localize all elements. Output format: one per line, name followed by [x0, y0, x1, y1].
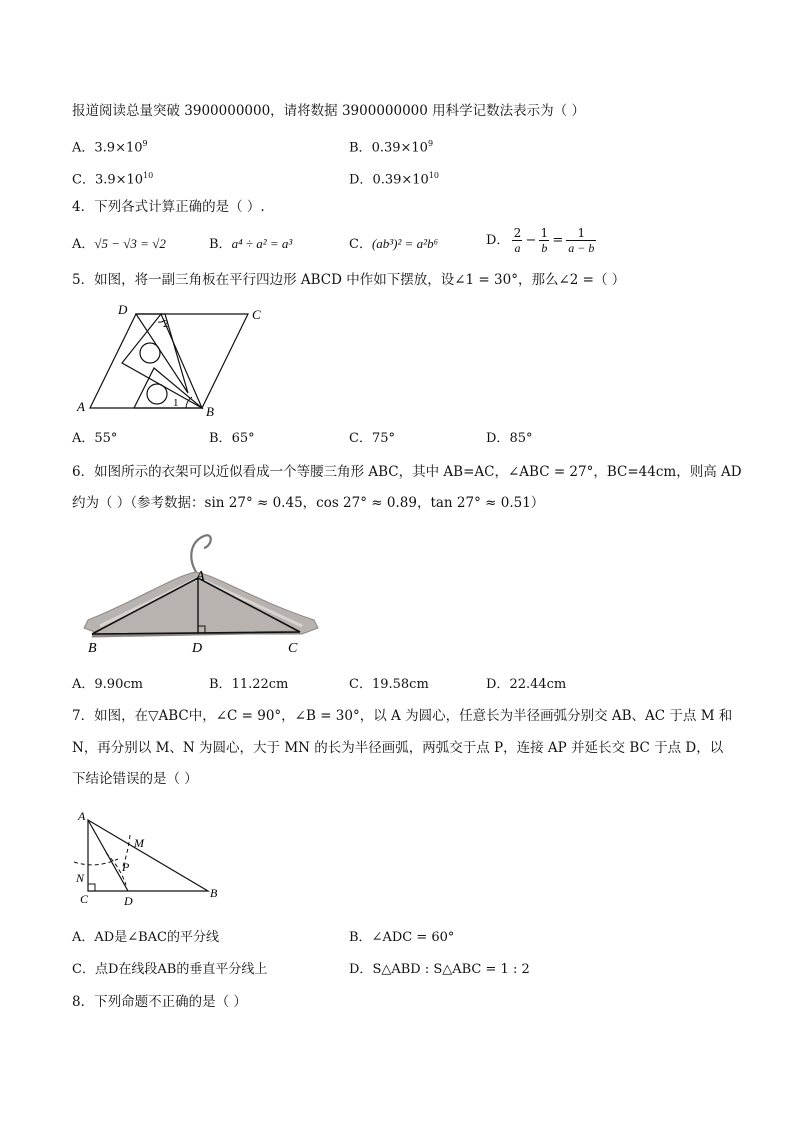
q3-option-b[interactable]: B．$0.39\times 10^9$: [349, 139, 434, 156]
label-b: B: [210, 886, 218, 900]
q7-option-a[interactable]: A．AD是∠BAC的平分线: [72, 930, 219, 945]
q7-stem-line3: 下结论错误的是（ ）: [72, 771, 198, 787]
q7-stem-line1: 7．如图，在▽ABC中，∠C = 90°，∠B = 30°，以 A 为圆心，任意长为半径画弧分别交 AB、AC 于点 M 和: [72, 708, 733, 724]
set-square-hole-bottom: [147, 384, 167, 404]
label-d: D: [192, 641, 203, 656]
hanger-hook: [191, 535, 210, 572]
q5-option-a[interactable]: A．55°: [72, 431, 118, 446]
q7-option-b[interactable]: B．∠ADC = 60°: [349, 930, 455, 945]
q4-stem: 4．下列各式计算正确的是（ ）.: [72, 199, 265, 215]
q3-option-c[interactable]: C．$3.9\times 10^{10}$: [72, 171, 154, 188]
q7-stem-line2: N，再分别以 M、N 为圆心，大于 MN 的长为半径画弧，两弧交于点 P，连接 AP 并延长交 BC 于点 D，以: [72, 740, 724, 756]
q4-option-b[interactable]: B．a⁴ ÷ a² = a³: [209, 236, 293, 252]
q7-triangle-figure: [66, 805, 236, 915]
q7-option-d[interactable]: D．S△ABD : S△ABC = 1 : 2: [349, 962, 530, 977]
label-angle-2: 2: [163, 318, 169, 330]
label-angle-1: 1: [173, 397, 179, 409]
label-d: D: [124, 894, 133, 908]
q8-stem: 8．下列命题不正确的是（ ）: [72, 994, 247, 1010]
fraction-1-over-a-minus-b: $\frac{1}{a - b}$: [568, 226, 595, 255]
q5-parallelogram-figure: [70, 300, 280, 422]
q5-option-c[interactable]: C．75°: [349, 431, 395, 446]
label-m: M: [134, 836, 144, 850]
q7-option-c[interactable]: C．点D在线段AB的垂直平分线上: [72, 962, 268, 977]
fraction-1-over-b: $\frac{1}{b}$: [540, 226, 549, 255]
upper-set-square: [136, 314, 188, 393]
right-angle-mark: [88, 884, 95, 891]
q3-option-d[interactable]: D．$0.39\times 10^{10}$: [349, 171, 440, 188]
fraction-2-over-a: 2 a: [513, 226, 522, 255]
label-c: C: [288, 641, 298, 656]
q5-option-b[interactable]: B．65°: [209, 431, 255, 446]
label-d: D: [118, 302, 128, 317]
q6-stem-line2: 约为（ ）（参考数据：sin 27° ≈ 0.45，cos 27° ≈ 0.89，tan 27° ≈ 0.51）: [72, 495, 545, 511]
q4-option-c[interactable]: C．(ab³)² = a²b⁶: [349, 236, 439, 252]
q6-option-b[interactable]: B．11.22cm: [209, 677, 289, 692]
q4-option-d[interactable]: D． 2 a − $\frac{1}{b}$ = $\frac{1}{a - b}$: [486, 226, 595, 255]
q3-stem: 报道阅读总量突破 3900000000，请将数据 3900000000 用科学记数法表示为（ ）: [72, 103, 585, 119]
q5-option-d[interactable]: D．85°: [486, 431, 533, 446]
q6-hanger-figure: [78, 528, 328, 656]
q6-option-a[interactable]: A．9.90cm: [72, 677, 143, 692]
q5-stem: 5．如图，将一副三角板在平行四边形 ABCD 中作如下摆放，设∠1 = 30°，那么∠2 =（ ）: [72, 272, 626, 288]
set-square-hole-top: [140, 343, 160, 363]
q6-stem-line1: 6．如图所示的衣架可以近似看成一个等腰三角形 ABC，其中 AB=AC，∠ABC = 27°，BC=44cm，则高 AD: [72, 464, 742, 480]
q6-option-d[interactable]: D．22.44cm: [486, 677, 567, 692]
q3-option-a[interactable]: A．$3.9\times 10^9$: [72, 139, 148, 156]
label-n: N: [76, 871, 85, 885]
triangle-abc: [88, 820, 208, 891]
label-a: A: [77, 399, 85, 414]
label-a: A: [196, 569, 205, 584]
middle-set-square: [122, 314, 202, 408]
label-p: P: [122, 860, 130, 874]
q6-option-c[interactable]: C．19.58cm: [349, 677, 429, 692]
label-b: B: [88, 641, 97, 656]
label-a: A: [78, 809, 86, 823]
label-c: C: [252, 307, 261, 322]
label-b: B: [206, 404, 214, 419]
q4-option-a[interactable]: A．√5 − √3 = √2: [72, 236, 166, 252]
label-c: C: [80, 892, 89, 906]
arc-centered-a: [74, 859, 118, 865]
